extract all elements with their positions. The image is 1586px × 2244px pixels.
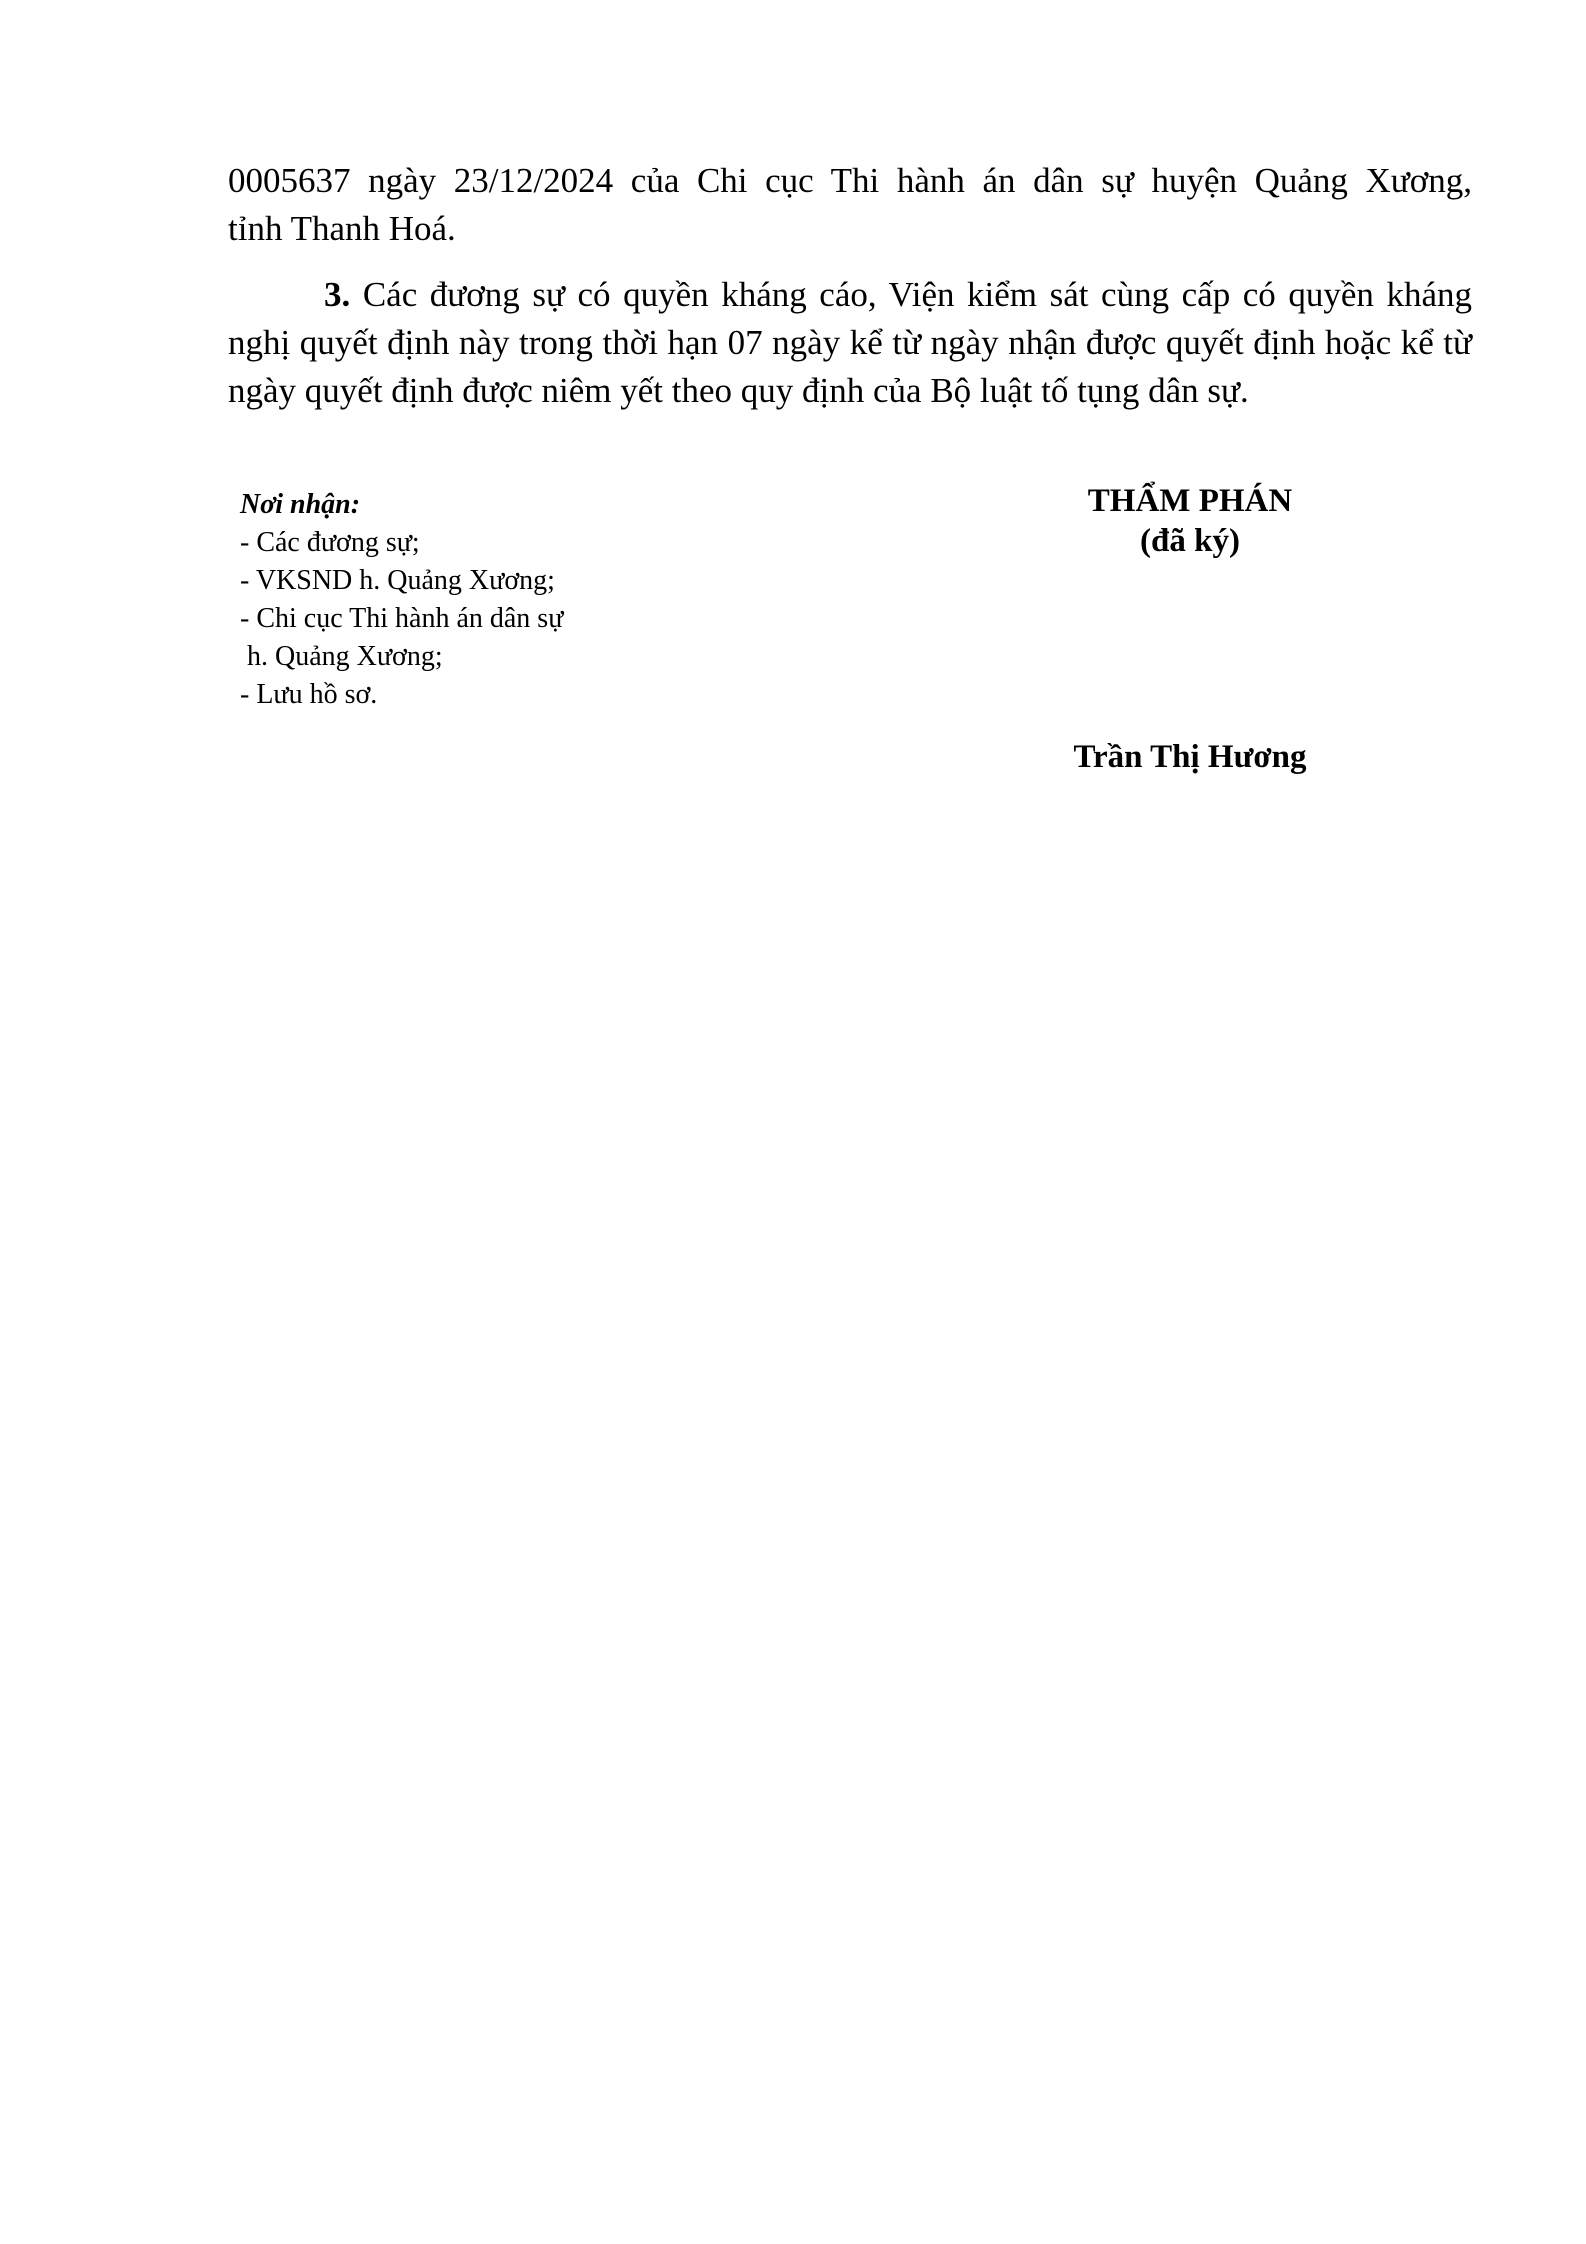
paragraph-1-line-2: tỉnh Thanh Hoá. bbox=[228, 209, 456, 248]
recipients-block bbox=[240, 486, 760, 714]
recipient-item: - Lưu hồ sơ. bbox=[240, 679, 378, 710]
signer-title: THẨM PHÁN bbox=[1087, 483, 1293, 519]
paragraph-1-line-1: 0005637 ngày 23/12/2024 của Chi cục Thi hành án dân sự huyện Quảng Xương, bbox=[228, 161, 1472, 200]
recipient-item: - Chi cục Thi hành án dân sự bbox=[240, 603, 564, 634]
paragraph-number: 3. bbox=[324, 275, 351, 314]
recipient-item: h. Quảng Xương; bbox=[240, 641, 443, 672]
recipient-item: - VKSND h. Quảng Xương; bbox=[240, 565, 555, 596]
recipients-title: Nơi nhận: bbox=[240, 489, 361, 520]
paragraph-text: Các đương sự có quyền kháng cáo, Viện kiểm sát cùng cấp có quyền kháng nghị quyết định này trong thời hạn 07 ngày kể từ ngày nhận được quyết định hoặc kể từ ngày quyết định được niêm yết theo quy định của Bộ luật tố tụng dân sự. bbox=[228, 275, 1473, 410]
recipient-item: - Các đương sự; bbox=[240, 527, 420, 558]
signed-note: (đã ký) bbox=[1140, 523, 1240, 559]
paragraph-appeal-rights bbox=[228, 271, 1472, 415]
paragraph-continuation bbox=[228, 157, 1472, 253]
signer-name: Trần Thị Hương bbox=[1073, 739, 1307, 775]
